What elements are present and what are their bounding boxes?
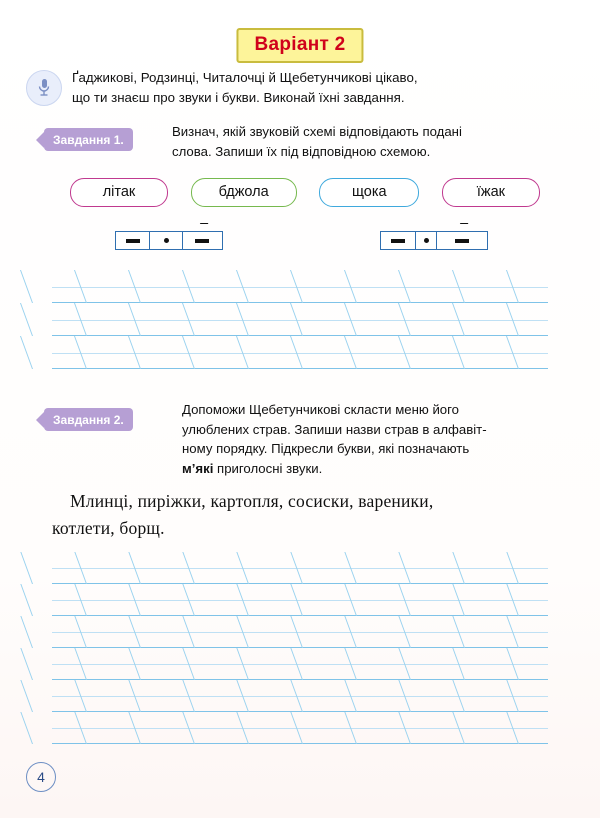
consonant-bar-icon bbox=[455, 239, 469, 243]
intro-line-2: що ти знаєш про звуки і букви. Виконай їхні завдання. bbox=[72, 90, 405, 105]
ruled-midline bbox=[52, 728, 548, 729]
stress-accent-icon bbox=[196, 223, 209, 232]
ruled-midline bbox=[52, 696, 548, 697]
page-number: 4 bbox=[26, 762, 56, 792]
task-1-line-1: Визнач, якій звуковій схемі відповідають подані bbox=[172, 124, 462, 139]
writing-area-task-2[interactable] bbox=[52, 552, 548, 742]
task-2-line-4-rest: приголосні звуки. bbox=[213, 460, 323, 476]
word-pill-shchoka[interactable]: щока bbox=[319, 178, 419, 207]
task-2-word-list bbox=[52, 488, 552, 542]
microphone-icon bbox=[26, 70, 62, 106]
task-2-line-1: Допоможи Щебетунчикові скласти меню його bbox=[182, 402, 459, 417]
ruled-slant bbox=[20, 552, 33, 584]
stress-accent-icon bbox=[455, 223, 468, 232]
word-list-line-2: котлети, борщ. bbox=[52, 518, 165, 538]
ruled-midline bbox=[52, 664, 548, 665]
ruled-slant bbox=[20, 712, 33, 744]
scheme-cell-dot bbox=[150, 232, 183, 249]
ruled-slant bbox=[20, 303, 33, 336]
consonant-bar-icon bbox=[195, 239, 209, 243]
ruled-baseline bbox=[52, 711, 548, 712]
sound-scheme-left bbox=[115, 231, 223, 250]
word-pill-bdzhola[interactable]: бджола bbox=[191, 178, 297, 207]
consonant-bar-icon bbox=[126, 239, 140, 243]
ruled-baseline bbox=[52, 647, 548, 648]
scheme-cell-bar-accent bbox=[183, 232, 221, 249]
word-pill-litak[interactable]: літак bbox=[70, 178, 168, 207]
ruled-slant bbox=[20, 616, 33, 648]
ruled-midline bbox=[52, 320, 548, 321]
writing-area-task-1[interactable] bbox=[52, 270, 548, 370]
ruled-midline bbox=[52, 287, 548, 288]
scheme-cell-bar-accent bbox=[437, 232, 486, 249]
ruled-slant bbox=[20, 336, 33, 369]
word-pill-yizhak[interactable]: їжак bbox=[442, 178, 540, 207]
task-2-tag: Завдання 2. bbox=[44, 408, 133, 431]
task-2-line-2: улюблених страв. Запиши назви страв в алфавіт- bbox=[182, 421, 487, 437]
task-1-text bbox=[172, 122, 564, 161]
ruled-midline bbox=[52, 600, 548, 601]
task-2-line-4 bbox=[182, 459, 572, 479]
task-1-tag: Завдання 1. bbox=[44, 128, 133, 151]
ruled-baseline bbox=[52, 302, 548, 303]
ruled-baseline bbox=[52, 583, 548, 584]
intro-line-1: Ґаджикові, Родзинці, Читалочці й Щебетунчикові цікаво, bbox=[72, 70, 418, 85]
ruled-midline bbox=[52, 568, 548, 569]
task-1-line-2: слова. Запиши їх під відповідною схемою. bbox=[172, 143, 431, 159]
word-pill-row bbox=[70, 178, 540, 207]
ruled-baseline bbox=[52, 368, 548, 369]
task-2-emphasis: м’які bbox=[182, 460, 214, 476]
ruled-midline bbox=[52, 632, 548, 633]
word-list-line-1: Млинці, пиріжки, картопля, сосиски, вареники, bbox=[70, 491, 434, 511]
ruled-baseline bbox=[52, 743, 548, 744]
ruled-baseline bbox=[52, 679, 548, 680]
ruled-midline bbox=[52, 353, 548, 354]
consonant-bar-icon bbox=[391, 239, 405, 243]
microphone-glyph bbox=[35, 78, 53, 97]
scheme-cell-dot bbox=[416, 232, 437, 249]
vowel-dot-icon bbox=[424, 238, 429, 243]
ruled-slant bbox=[20, 680, 33, 712]
task-2-line-3: ному порядку. Підкресли букви, які позначають bbox=[182, 441, 470, 456]
ruled-slant bbox=[20, 648, 33, 680]
scheme-cell-bar bbox=[116, 232, 150, 249]
intro-block bbox=[26, 68, 574, 108]
ruled-baseline bbox=[52, 335, 548, 336]
ruled-baseline bbox=[52, 615, 548, 616]
variant-badge: Варіант 2 bbox=[236, 28, 363, 63]
scheme-cell-bar bbox=[381, 232, 416, 249]
sound-scheme-right bbox=[380, 231, 488, 250]
intro-text bbox=[72, 68, 418, 108]
vowel-dot-icon bbox=[164, 238, 169, 243]
ruled-slant bbox=[20, 584, 33, 616]
ruled-slant bbox=[20, 270, 33, 303]
task-2-text bbox=[182, 400, 572, 478]
